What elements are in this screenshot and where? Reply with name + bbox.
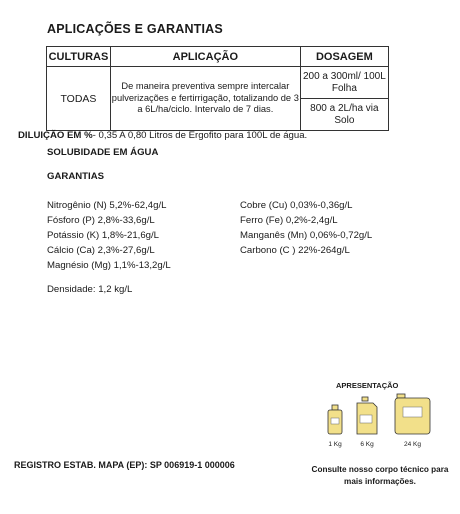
nutrient-item: Fósforo (P) 2,8%-33,6g/L xyxy=(47,215,155,226)
guarantees-left-list xyxy=(47,198,171,273)
dilution-line xyxy=(18,130,307,141)
package-label-6kg: 6 Kg xyxy=(360,441,374,448)
drum-24kg-icon xyxy=(395,394,430,434)
solubility-heading: SOLUBIDADE EM ÁGUA xyxy=(47,147,159,158)
registry-text: REGISTRO ESTAB. MAPA (EP): SP 006919-1 000006 xyxy=(14,460,235,470)
nutrient-item: Nitrogênio (N) 5,2%-62,4g/L xyxy=(47,200,167,211)
application-table xyxy=(46,46,389,131)
nutrient-item: Carbono (C ) 22%-264g/L xyxy=(240,245,350,256)
table-header-row xyxy=(47,47,389,67)
contact-text: Consulte nosso corpo técnico para mais informações. xyxy=(311,465,449,486)
nutrient-item: Manganês (Mn) 0,06%-0,72g/L xyxy=(240,230,373,241)
guarantees-right-list xyxy=(240,198,372,258)
header-dosage: DOSAGEM xyxy=(300,47,388,67)
application-cell: De maneira preventiva sempre intercalar pulverizações e fertirrigação, totalizando de 3 a 6L/ha/ciclo. Intervalo de 7 dias. xyxy=(110,67,300,131)
dilution-text: - 0,35 A 0,80 Litros de Ergofito para 100L de água. xyxy=(92,130,308,141)
page-title: APLICAÇÕES E GARANTIAS xyxy=(47,22,223,36)
package-label-1kg: 1 Kg xyxy=(328,441,342,448)
package-label-24kg: 24 Kg xyxy=(404,441,421,448)
nutrient-item: Ferro (Fe) 0,2%-2,4g/L xyxy=(240,215,338,226)
nutrient-item: Cobre (Cu) 0,03%-0,36g/L xyxy=(240,200,353,211)
packages-illustration xyxy=(325,393,445,443)
dilution-label: DILUIÇÃO EM % xyxy=(18,130,93,141)
guarantees-heading: GARANTIAS xyxy=(47,171,105,182)
nutrient-item: Potássio (K) 1,8%-21,6g/L xyxy=(47,230,159,241)
header-cultures: CULTURAS xyxy=(47,47,111,67)
jug-6kg-icon xyxy=(357,397,377,434)
nutrient-item: Cálcio (Ca) 2,3%-27,6g/L xyxy=(47,245,155,256)
density-text: Densidade: 1,2 kg/L xyxy=(47,284,133,295)
bottle-1kg-icon xyxy=(328,405,342,434)
culture-cell: TODAS xyxy=(47,67,111,131)
table-row xyxy=(47,67,389,99)
header-application: APLICAÇÃO xyxy=(110,47,300,67)
presentation-heading: APRESENTAÇÃO xyxy=(336,381,399,390)
dose-foliar-cell: 200 a 300ml/ 100L Folha xyxy=(300,67,388,99)
nutrient-item: Magnésio (Mg) 1,1%-13,2g/L xyxy=(47,260,171,271)
dose-soil-cell: 800 a 2L/ha via Solo xyxy=(300,99,388,131)
